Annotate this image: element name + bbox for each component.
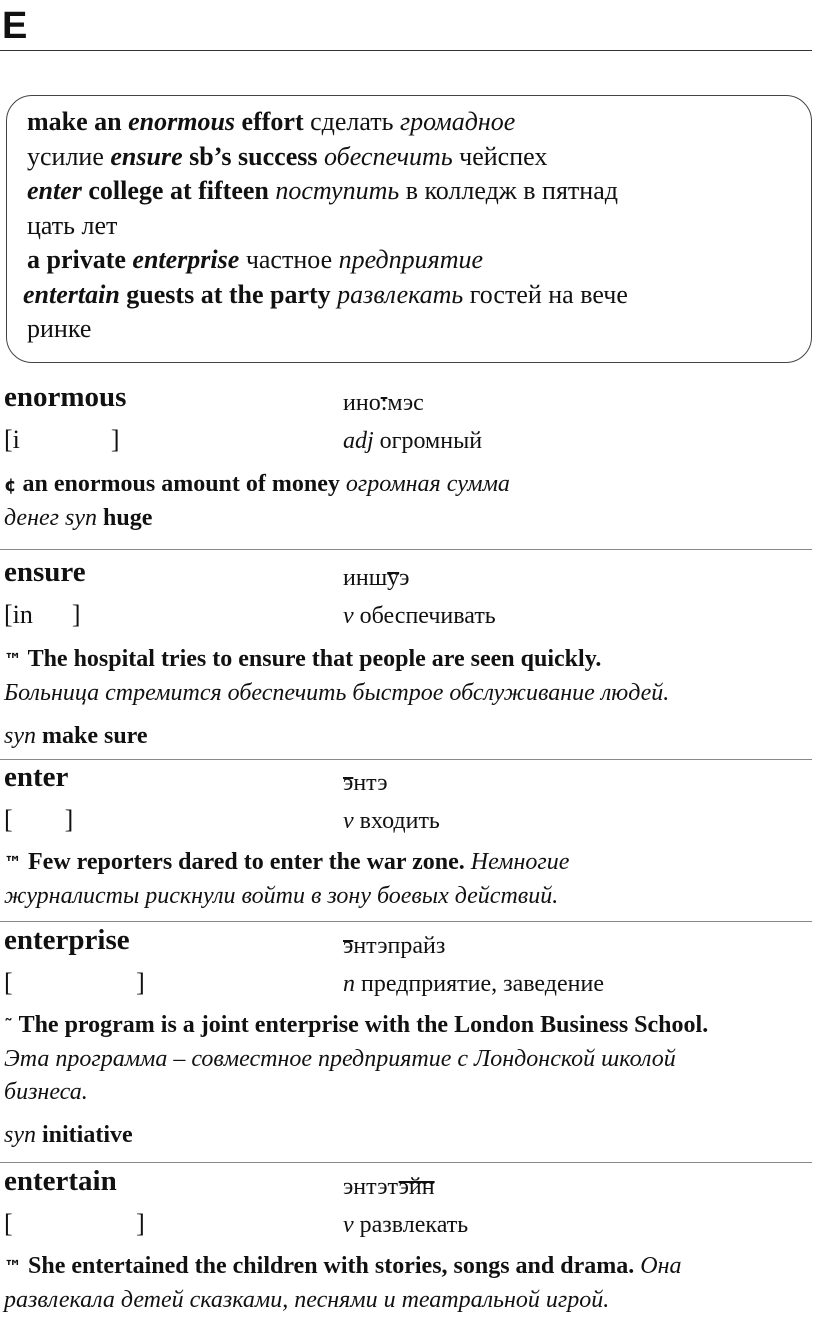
phrase-keyword: enterprise (132, 245, 240, 274)
example-line (4, 880, 812, 913)
synonym: initiative (36, 1122, 133, 1148)
example-line (4, 1250, 812, 1284)
pron-part: э (399, 565, 410, 591)
example-ru: огромная сумма (345, 471, 510, 497)
example-line (4, 677, 812, 710)
phrase-line (27, 174, 799, 209)
phrase-line (27, 243, 799, 278)
phrase-en: effort (235, 107, 304, 136)
example-en: The program is a joint enterprise with the London Business School. (13, 1012, 709, 1038)
phrase-en: college at fifteen (81, 176, 276, 205)
definition (343, 969, 604, 999)
entry-divider (0, 1162, 812, 1163)
phrase-ru: гостей на вече (463, 279, 628, 309)
phrase-ru: в колледж в пятнад (399, 176, 618, 205)
example-line (4, 1009, 812, 1043)
example-line (4, 846, 812, 880)
pronunciation (343, 931, 445, 961)
phrase-ru: ринке (27, 314, 92, 343)
synonym: make sure (36, 723, 148, 749)
phrase-ru-keyword: предприятие (338, 245, 484, 274)
example-ru: Она (634, 1253, 682, 1279)
example-line (4, 1076, 812, 1109)
phrase-ru-keyword: поступить (275, 176, 400, 205)
phrase-en: make an (27, 107, 129, 136)
pron-stress: эйн (398, 1174, 435, 1200)
bullet-symbol: ™ (4, 1257, 22, 1278)
example (4, 468, 812, 535)
translation: входить (353, 808, 440, 834)
example-ru: бизнеса. (4, 1079, 88, 1105)
pron-stress: у (387, 565, 400, 591)
entry-divider (0, 921, 812, 922)
part-of-speech: v (343, 1212, 354, 1238)
example (4, 846, 812, 913)
definition (343, 426, 482, 456)
phrase-line (27, 312, 799, 347)
definition (343, 806, 440, 836)
entry-divider (0, 549, 812, 550)
phrase-line (27, 140, 799, 175)
part-of-speech: adj (343, 428, 374, 454)
part-of-speech: n (343, 971, 355, 997)
phrase-en: sb’s success (182, 141, 324, 171)
example-en: The hospital tries to ensure that people are seen quickly. (22, 646, 602, 672)
example-ru: Больница стремится обеспечить быстрое обслуживание людей. (4, 680, 670, 706)
example-ru: денег (4, 505, 66, 531)
headword: enormous (4, 381, 127, 413)
headword: ensure (4, 556, 86, 588)
pron-part: мэс (387, 390, 424, 416)
syn-label: syn (4, 1122, 36, 1148)
phrase-line (23, 278, 799, 313)
phrase-ru-keyword: обеспечить (323, 141, 453, 171)
example-ru: Немногие (464, 849, 570, 875)
translation: огромный (373, 428, 483, 454)
pronunciation (343, 388, 424, 418)
example-line (4, 720, 812, 753)
phrase-en: a private (27, 245, 133, 274)
entry-divider (0, 759, 812, 760)
pronunciation (343, 1172, 435, 1202)
example-ru: развлекала детей сказками, песнями и театральной игрой. (4, 1287, 610, 1313)
phrase-ru: сделать (303, 107, 400, 136)
bullet-symbol: ™ (4, 853, 22, 874)
part-of-speech: v (343, 603, 354, 629)
pron-part: энтэт (343, 1174, 399, 1200)
definition (343, 601, 496, 631)
syn-label: syn (4, 723, 36, 749)
example-en: She entertained the children with stories, songs and drama. (22, 1253, 635, 1279)
transcription-bracket: [i ] (4, 425, 120, 454)
example-ru: журналисты рискнули войти в зону боевых действий. (4, 883, 559, 909)
pron-part: нтэ (353, 770, 388, 796)
example (4, 1250, 812, 1317)
headword: enter (4, 761, 69, 793)
phrase-ru: частное (239, 245, 339, 274)
bullet-symbol: ™ (4, 650, 22, 671)
definition (343, 1210, 468, 1240)
top-rule (0, 50, 812, 51)
example-line (4, 1284, 812, 1317)
example (4, 1009, 812, 1152)
pron-stress: э (343, 933, 354, 959)
phrase-keyword: ensure (110, 141, 183, 171)
pron-part: ино (343, 390, 381, 416)
phrase-line (27, 209, 799, 244)
translation: развлекать (353, 1212, 469, 1238)
pron-part: нтэпрайз (353, 933, 446, 959)
phrase-ru: цать лет (27, 210, 118, 240)
pronunciation (343, 563, 409, 593)
example-line (4, 643, 812, 677)
pronunciation (343, 768, 388, 798)
phrase-keyword: enormous (128, 107, 236, 136)
bullet-symbol: ¢ (4, 475, 17, 496)
phrase-ru-keyword: развлекать (337, 279, 464, 309)
transcription-bracket: [in ] (4, 600, 81, 629)
part-of-speech: v (343, 808, 354, 834)
transcription-bracket: [ ] (4, 1209, 145, 1238)
example-line (4, 1043, 812, 1076)
phrase-box (6, 95, 812, 363)
phrase-en: guests at the party (119, 279, 338, 309)
section-letter: E (2, 5, 28, 47)
headword: enterprise (4, 924, 130, 956)
translation: предприятие, заведение (355, 971, 604, 997)
phrase-line (27, 105, 799, 140)
example-ru: Эта программа – совместное предприятие с Лондонской школой (4, 1046, 676, 1072)
phrase-ru-keyword: громадное (399, 107, 516, 136)
pron-stress: : (380, 390, 388, 416)
pron-part: инш (343, 565, 388, 591)
example-line (4, 1119, 812, 1152)
example (4, 643, 812, 753)
example-en: an enormous amount of money (16, 471, 346, 497)
example-line (4, 468, 812, 502)
phrase-ru: чейспех (452, 141, 548, 171)
example-en: Few reporters dared to enter the war zone. (22, 849, 465, 875)
phrase-keyword: entertain (23, 279, 120, 309)
synonym: huge (97, 505, 153, 531)
transcription-bracket: [ ] (4, 805, 74, 834)
transcription-bracket: [ ] (4, 968, 145, 997)
phrase-keyword: enter (27, 176, 82, 205)
syn-label: syn (65, 505, 98, 531)
pron-stress: э (343, 770, 354, 796)
bullet-symbol: ˜ (4, 1016, 13, 1037)
headword: entertain (4, 1165, 117, 1197)
phrase-ru: усилие (27, 141, 111, 171)
translation: обеспечивать (353, 603, 496, 629)
example-line (4, 502, 812, 535)
